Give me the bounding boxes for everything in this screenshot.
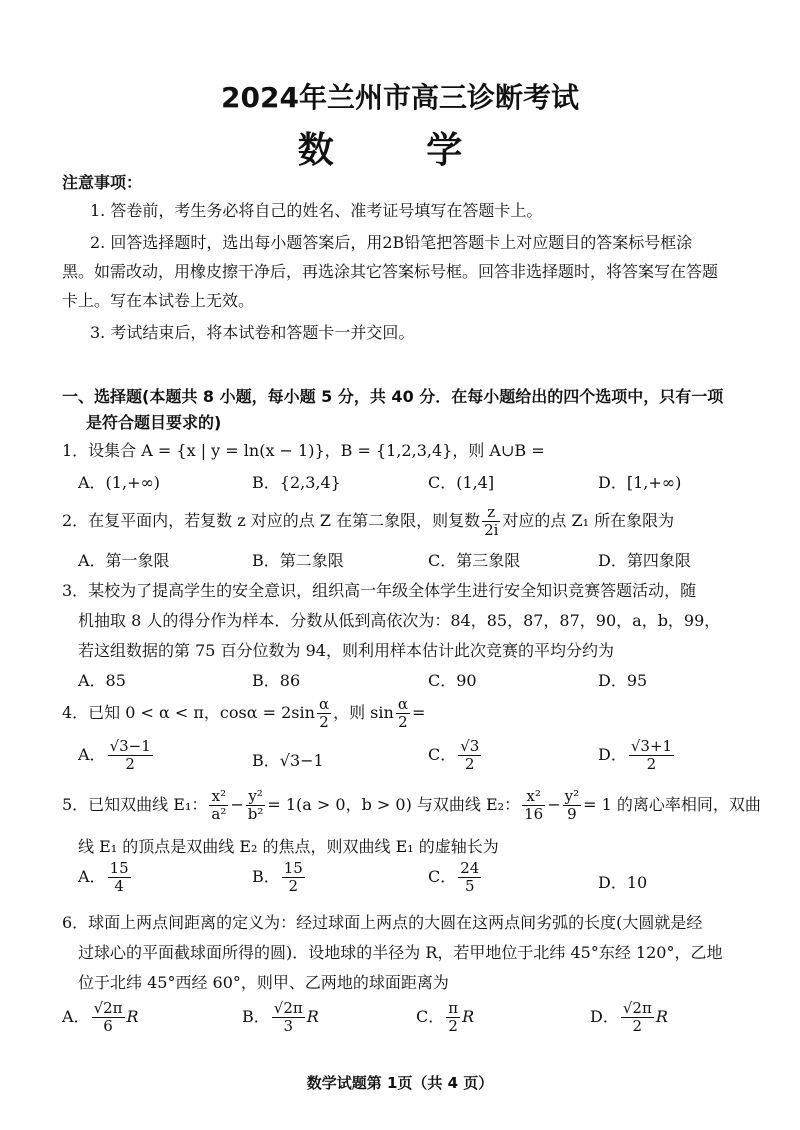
q4-option-c-label: C． xyxy=(428,745,457,764)
q1-option-d: D．[1,+∞) xyxy=(598,473,682,492)
q5-minus-2: − xyxy=(547,795,561,814)
q6-option-a-num: √2π xyxy=(93,999,123,1017)
q3-option-b: B．86 xyxy=(252,671,301,690)
section-heading-line2: 是符合题目要求的) xyxy=(86,413,222,432)
q4-stem xyxy=(62,696,425,731)
q5-option-b-fraction xyxy=(282,860,305,895)
q6-option-c-den: 2 xyxy=(448,1017,458,1035)
q4-option-c-den: 2 xyxy=(465,755,475,773)
q4-option-c xyxy=(428,738,483,773)
q1-option-c: C．(1,4] xyxy=(428,473,495,492)
q6-option-d-label: D． xyxy=(590,1007,619,1026)
q5-fraction-4-num: y² xyxy=(564,787,580,805)
q5-fraction-4 xyxy=(563,788,582,823)
q5-stem-mid: = 1(a > 0，b > 0) 与双曲线 E₂： xyxy=(267,795,521,814)
q4-fraction-1-den: 2 xyxy=(319,713,329,731)
q2-option-d: D．第四象限 xyxy=(598,551,691,570)
q6-line3: 位于北纬 45°西经 60°，则甲、乙两地的球面距离为 xyxy=(78,973,449,992)
q1-stem: 1．设集合 A = {x | y = ln(x − 1)}，B = {1,2,3,4}，则 A∪B = xyxy=(62,441,545,460)
q5-option-c-fraction xyxy=(458,860,481,895)
q6-option-c-label: C． xyxy=(416,1007,445,1026)
q6-option-d-fraction xyxy=(621,1000,654,1035)
q3-line2: 机抽取 8 人的得分作为样本．分数从低到高依次为：84，85，87，87，90，a，b，99， xyxy=(78,611,721,630)
notes-heading: 注意事项： xyxy=(62,173,143,192)
q6-option-b-den: 3 xyxy=(283,1017,294,1035)
q6-option-c-fraction xyxy=(446,1000,460,1035)
q6-option-b-r: R xyxy=(306,1007,319,1026)
q5-fraction-1-num: x² xyxy=(209,788,228,806)
q5-option-b-den: 2 xyxy=(288,877,299,895)
section-heading-line1: 一、选择题(本题共 8 小题，每小题 5 分，共 40 分．在每小题给出的四个选项中，只有一项 xyxy=(62,387,724,406)
q4-option-c-fraction xyxy=(458,738,481,773)
q1-option-a: A．(1,+∞) xyxy=(78,473,161,492)
q5-fraction-2-num: y² xyxy=(246,788,266,806)
q6-option-d-num: √2π xyxy=(622,999,652,1017)
q5-fraction-2 xyxy=(246,788,266,823)
q4-option-d-den: 2 xyxy=(646,755,657,773)
q5-fraction-2-den: b² xyxy=(247,805,264,823)
q4-fraction-1-num: α xyxy=(318,695,330,713)
q6-option-a xyxy=(62,1000,139,1035)
q1-option-b: B．{2,3,4} xyxy=(252,473,341,492)
q6-option-b-fraction xyxy=(272,1000,305,1035)
q6-line1: 6．球面上两点间距离的定义为：经过球面上两点的大圆在这两点间劣弧的长度(大圆就是经 xyxy=(62,913,703,932)
q3-line3: 若这组数据的第 75 百分位数为 94，则利用样本估计此次竞赛的平均分约为 xyxy=(78,641,614,660)
q5-option-b-label: B． xyxy=(252,867,280,886)
q5-option-a xyxy=(78,860,133,895)
q4-fraction-2-den: 2 xyxy=(398,713,408,731)
q5-line2: 线 E₁ 的顶点是双曲线 E₂ 的焦点，则双曲线 E₁ 的虚轴长为 xyxy=(78,837,499,856)
q5-fraction-1-den: a² xyxy=(211,805,227,823)
q6-option-a-fraction xyxy=(92,1000,125,1035)
q6-option-c-r: R xyxy=(462,1007,475,1026)
q4-option-d-fraction xyxy=(629,738,674,773)
q6-option-d-den: 2 xyxy=(632,1017,643,1035)
q5-fraction-1 xyxy=(209,788,228,823)
q5-fraction-4-den: 9 xyxy=(567,805,577,823)
q6-line2: 过球心的平面截球面所得的圆)．设地球的半径为 R，若甲地位于北纬 45°东经 120°，乙地 xyxy=(78,943,723,962)
q5-option-c-num: 24 xyxy=(460,859,480,877)
q4-stem-pre: 4．已知 0 < α < π，cosα = 2sin xyxy=(62,703,315,722)
q4-option-c-num: √3 xyxy=(460,737,480,755)
q6-option-d-r: R xyxy=(655,1007,668,1026)
q4-stem-mid: ，则 sin xyxy=(333,703,394,722)
q2-option-a: A．第一象限 xyxy=(78,551,170,570)
q5-option-a-num: 15 xyxy=(109,859,129,877)
q6-option-a-r: R xyxy=(126,1007,139,1026)
q6-option-b-num: √2π xyxy=(273,999,303,1017)
q4-option-b: B．√3−1 xyxy=(252,751,324,770)
q4-stem-post: = xyxy=(411,703,426,722)
q6-option-c xyxy=(416,1000,474,1035)
q5-minus-1: − xyxy=(230,795,244,814)
q6-option-b xyxy=(242,1000,319,1035)
q5-stem-pre: 5．已知双曲线 E₁： xyxy=(62,795,208,814)
q4-fraction-1 xyxy=(317,696,331,731)
q2-stem-post: 对应的点 Z₁ 所在象限为 xyxy=(502,511,675,530)
q5-option-c-den: 5 xyxy=(465,877,475,895)
q4-option-a-fraction xyxy=(108,738,153,773)
subject-title: 数 学 xyxy=(297,130,503,171)
q5-fraction-3-num: x² xyxy=(522,788,545,806)
q6-option-a-den: 6 xyxy=(103,1017,113,1035)
q2-option-b: B．第二象限 xyxy=(252,551,344,570)
q4-option-d-label: D． xyxy=(598,745,627,764)
q5-option-a-den: 4 xyxy=(114,877,124,895)
q5-option-a-label: A． xyxy=(78,867,106,886)
q2-fraction-num: z xyxy=(482,504,500,522)
q5-option-c xyxy=(428,860,483,895)
q3-option-c: C．90 xyxy=(428,671,477,690)
q3-line1: 3．某校为了提高学生的安全意识，组织高一年级全体学生进行安全知识竞赛答题活动，随 xyxy=(62,581,697,600)
q4-option-a-label: A． xyxy=(78,745,106,764)
q3-option-a: A．85 xyxy=(78,671,126,690)
q5-fraction-3 xyxy=(522,788,545,823)
q5-stem xyxy=(62,788,761,823)
q6-option-c-num: π xyxy=(448,999,459,1017)
q4-fraction-2-num: α xyxy=(397,695,408,713)
q5-option-b-num: 15 xyxy=(283,859,303,877)
q5-option-a-fraction xyxy=(108,860,131,895)
page-footer: 数学试题第 1页（共 4 页） xyxy=(306,1074,494,1092)
q5-fraction-3-den: 16 xyxy=(524,805,544,823)
q2-option-c: C．第三象限 xyxy=(428,551,521,570)
q4-option-a xyxy=(78,738,155,773)
exam-title: 2024年兰州市高三诊断考试 xyxy=(221,81,579,114)
q2-fraction-den: 2i xyxy=(484,521,499,539)
q5-option-c-label: C． xyxy=(428,867,457,886)
note-1: 1. 答卷前，考生务必将自己的姓名、准考证号填写在答题卡上。 xyxy=(90,201,543,220)
note-2: 2. 回答选择题时，选出每小题答案后，用2B铅笔把答题卡上对应题目的答案标号框涂黑。如需改动，用橡皮擦干净后，再选涂其它答案标号框。回答非选择题时，将答案写在答题卡上。写在本试卷上无效。 xyxy=(62,233,719,310)
q4-fraction-2 xyxy=(396,696,410,731)
q5-option-b xyxy=(252,860,307,895)
q4-option-a-den: 2 xyxy=(125,755,135,773)
note-3: 3. 考试结束后，将本试卷和答题卡一并交回。 xyxy=(90,323,415,342)
q2-fraction xyxy=(482,504,500,539)
q4-option-a-num: √3−1 xyxy=(109,737,151,755)
q6-option-d xyxy=(590,1000,668,1035)
q5-option-d: D．10 xyxy=(598,873,648,892)
q4-option-d-num: √3+1 xyxy=(630,737,673,755)
q2-stem xyxy=(62,504,674,539)
q3-option-d: D．95 xyxy=(598,671,648,690)
q6-option-b-label: B． xyxy=(242,1007,270,1026)
q4-option-d xyxy=(598,738,676,773)
q2-stem-pre: 2．在复平面内，若复数 z 对应的点 Z 在第二象限，则复数 xyxy=(62,511,481,530)
q6-option-a-label: A． xyxy=(62,1007,90,1026)
q5-stem-post: = 1 的离心率相同，双曲 xyxy=(583,795,761,814)
